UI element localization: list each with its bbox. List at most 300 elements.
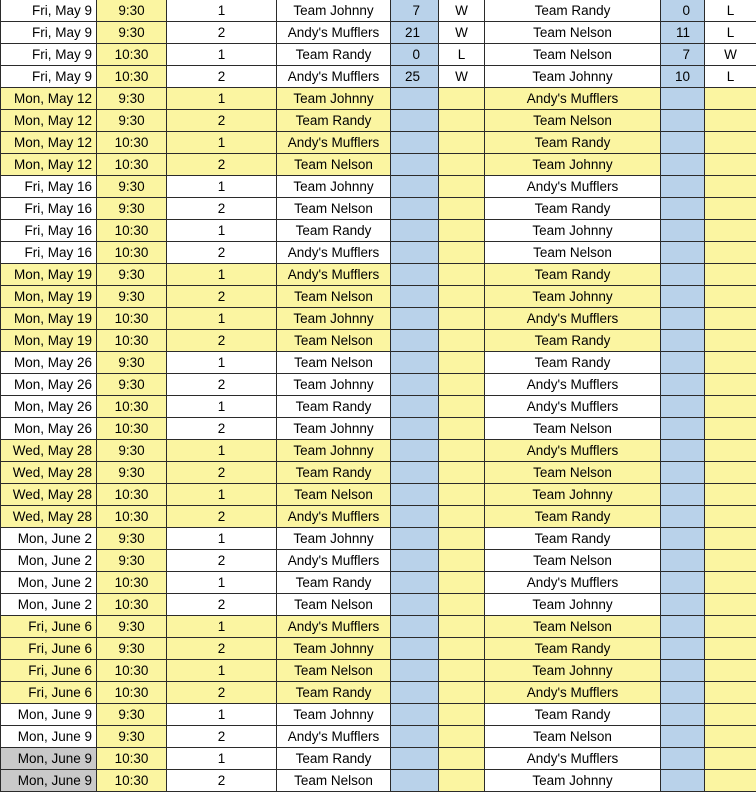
date-cell[interactable]: Mon, May 19: [1, 330, 97, 352]
field-cell[interactable]: 2: [167, 462, 277, 484]
away-score-cell[interactable]: 0: [661, 0, 705, 22]
home-result-cell[interactable]: [439, 110, 485, 132]
home-score-cell[interactable]: [391, 572, 439, 594]
home-score-cell[interactable]: [391, 308, 439, 330]
home-team-cell[interactable]: Team Randy: [277, 44, 391, 66]
away-team-cell[interactable]: Team Nelson: [485, 44, 661, 66]
field-cell[interactable]: 2: [167, 374, 277, 396]
home-score-cell[interactable]: [391, 616, 439, 638]
home-result-cell[interactable]: L: [439, 44, 485, 66]
away-result-cell[interactable]: [705, 110, 756, 132]
away-score-cell[interactable]: [661, 748, 705, 770]
away-result-cell[interactable]: [705, 396, 756, 418]
time-cell[interactable]: 9:30: [97, 264, 167, 286]
date-cell[interactable]: Fri, May 16: [1, 198, 97, 220]
time-cell[interactable]: 9:30: [97, 638, 167, 660]
field-cell[interactable]: 2: [167, 242, 277, 264]
field-cell[interactable]: 1: [167, 528, 277, 550]
away-result-cell[interactable]: [705, 176, 756, 198]
date-cell[interactable]: Mon, June 9: [1, 704, 97, 726]
date-cell[interactable]: Mon, May 26: [1, 418, 97, 440]
home-team-cell[interactable]: Team Nelson: [277, 660, 391, 682]
time-cell[interactable]: 10:30: [97, 154, 167, 176]
home-team-cell[interactable]: Team Johnny: [277, 88, 391, 110]
away-result-cell[interactable]: [705, 726, 756, 748]
away-result-cell[interactable]: [705, 264, 756, 286]
home-team-cell[interactable]: Team Randy: [277, 220, 391, 242]
home-team-cell[interactable]: Andy's Mufflers: [277, 506, 391, 528]
home-score-cell[interactable]: [391, 660, 439, 682]
field-cell[interactable]: 1: [167, 396, 277, 418]
home-team-cell[interactable]: Team Nelson: [277, 330, 391, 352]
home-result-cell[interactable]: W: [439, 66, 485, 88]
home-score-cell[interactable]: [391, 506, 439, 528]
time-cell[interactable]: 10:30: [97, 132, 167, 154]
date-cell[interactable]: Fri, May 9: [1, 44, 97, 66]
home-team-cell[interactable]: Andy's Mufflers: [277, 616, 391, 638]
home-score-cell[interactable]: [391, 418, 439, 440]
home-team-cell[interactable]: Andy's Mufflers: [277, 726, 391, 748]
home-result-cell[interactable]: [439, 132, 485, 154]
away-team-cell[interactable]: Team Johnny: [485, 660, 661, 682]
away-score-cell[interactable]: [661, 484, 705, 506]
field-cell[interactable]: 2: [167, 22, 277, 44]
home-score-cell[interactable]: [391, 198, 439, 220]
home-result-cell[interactable]: [439, 550, 485, 572]
away-score-cell[interactable]: [661, 154, 705, 176]
away-result-cell[interactable]: [705, 748, 756, 770]
away-result-cell[interactable]: [705, 330, 756, 352]
time-cell[interactable]: 9:30: [97, 550, 167, 572]
home-team-cell[interactable]: Team Randy: [277, 748, 391, 770]
field-cell[interactable]: 2: [167, 726, 277, 748]
home-score-cell[interactable]: [391, 704, 439, 726]
date-cell[interactable]: Mon, June 2: [1, 550, 97, 572]
home-result-cell[interactable]: [439, 638, 485, 660]
home-team-cell[interactable]: Andy's Mufflers: [277, 132, 391, 154]
away-score-cell[interactable]: [661, 440, 705, 462]
home-result-cell[interactable]: [439, 154, 485, 176]
date-cell[interactable]: Mon, June 9: [1, 770, 97, 792]
away-score-cell[interactable]: 10: [661, 66, 705, 88]
time-cell[interactable]: 10:30: [97, 594, 167, 616]
away-score-cell[interactable]: [661, 726, 705, 748]
away-team-cell[interactable]: Team Johnny: [485, 154, 661, 176]
field-cell[interactable]: 2: [167, 418, 277, 440]
date-cell[interactable]: Wed, May 28: [1, 506, 97, 528]
away-result-cell[interactable]: L: [705, 22, 756, 44]
away-team-cell[interactable]: Andy's Mufflers: [485, 440, 661, 462]
away-team-cell[interactable]: Team Randy: [485, 330, 661, 352]
time-cell[interactable]: 9:30: [97, 110, 167, 132]
away-score-cell[interactable]: [661, 550, 705, 572]
time-cell[interactable]: 9:30: [97, 440, 167, 462]
away-score-cell[interactable]: [661, 572, 705, 594]
time-cell[interactable]: 9:30: [97, 286, 167, 308]
away-result-cell[interactable]: [705, 572, 756, 594]
away-score-cell[interactable]: 11: [661, 22, 705, 44]
home-result-cell[interactable]: [439, 616, 485, 638]
time-cell[interactable]: 10:30: [97, 770, 167, 792]
away-team-cell[interactable]: Andy's Mufflers: [485, 572, 661, 594]
home-result-cell[interactable]: [439, 352, 485, 374]
away-result-cell[interactable]: [705, 638, 756, 660]
away-score-cell[interactable]: [661, 462, 705, 484]
away-team-cell[interactable]: Team Nelson: [485, 418, 661, 440]
field-cell[interactable]: 1: [167, 220, 277, 242]
field-cell[interactable]: 1: [167, 0, 277, 22]
home-team-cell[interactable]: Team Randy: [277, 682, 391, 704]
field-cell[interactable]: 2: [167, 550, 277, 572]
field-cell[interactable]: 2: [167, 330, 277, 352]
field-cell[interactable]: 2: [167, 682, 277, 704]
away-result-cell[interactable]: [705, 528, 756, 550]
field-cell[interactable]: 1: [167, 660, 277, 682]
field-cell[interactable]: 1: [167, 132, 277, 154]
home-result-cell[interactable]: [439, 660, 485, 682]
home-score-cell[interactable]: [391, 682, 439, 704]
away-team-cell[interactable]: Andy's Mufflers: [485, 748, 661, 770]
away-result-cell[interactable]: [705, 88, 756, 110]
away-result-cell[interactable]: [705, 550, 756, 572]
away-score-cell[interactable]: [661, 220, 705, 242]
home-score-cell[interactable]: [391, 88, 439, 110]
time-cell[interactable]: 10:30: [97, 220, 167, 242]
home-score-cell[interactable]: [391, 264, 439, 286]
time-cell[interactable]: 9:30: [97, 528, 167, 550]
away-team-cell[interactable]: Team Nelson: [485, 110, 661, 132]
home-result-cell[interactable]: [439, 770, 485, 792]
away-result-cell[interactable]: [705, 484, 756, 506]
home-team-cell[interactable]: Team Johnny: [277, 176, 391, 198]
home-team-cell[interactable]: Andy's Mufflers: [277, 22, 391, 44]
away-team-cell[interactable]: Team Johnny: [485, 220, 661, 242]
away-team-cell[interactable]: Andy's Mufflers: [485, 396, 661, 418]
away-result-cell[interactable]: [705, 242, 756, 264]
date-cell[interactable]: Mon, May 12: [1, 132, 97, 154]
time-cell[interactable]: 9:30: [97, 704, 167, 726]
away-team-cell[interactable]: Team Nelson: [485, 462, 661, 484]
home-score-cell[interactable]: 21: [391, 22, 439, 44]
home-score-cell[interactable]: [391, 770, 439, 792]
time-cell[interactable]: 9:30: [97, 726, 167, 748]
home-team-cell[interactable]: Team Nelson: [277, 484, 391, 506]
away-score-cell[interactable]: [661, 286, 705, 308]
home-result-cell[interactable]: [439, 176, 485, 198]
home-result-cell[interactable]: [439, 528, 485, 550]
away-team-cell[interactable]: Andy's Mufflers: [485, 374, 661, 396]
date-cell[interactable]: Mon, May 26: [1, 352, 97, 374]
home-result-cell[interactable]: [439, 440, 485, 462]
away-result-cell[interactable]: [705, 220, 756, 242]
field-cell[interactable]: 1: [167, 88, 277, 110]
home-score-cell[interactable]: [391, 484, 439, 506]
date-cell[interactable]: Mon, May 12: [1, 110, 97, 132]
home-result-cell[interactable]: [439, 594, 485, 616]
home-team-cell[interactable]: Andy's Mufflers: [277, 550, 391, 572]
field-cell[interactable]: 1: [167, 748, 277, 770]
field-cell[interactable]: 1: [167, 616, 277, 638]
time-cell[interactable]: 9:30: [97, 462, 167, 484]
away-team-cell[interactable]: Team Randy: [485, 198, 661, 220]
field-cell[interactable]: 2: [167, 286, 277, 308]
away-score-cell[interactable]: [661, 616, 705, 638]
field-cell[interactable]: 2: [167, 638, 277, 660]
date-cell[interactable]: Fri, May 16: [1, 220, 97, 242]
home-result-cell[interactable]: [439, 506, 485, 528]
field-cell[interactable]: 1: [167, 264, 277, 286]
home-result-cell[interactable]: [439, 726, 485, 748]
away-score-cell[interactable]: [661, 704, 705, 726]
home-team-cell[interactable]: Team Johnny: [277, 528, 391, 550]
date-cell[interactable]: Mon, June 9: [1, 726, 97, 748]
date-cell[interactable]: Fri, May 16: [1, 242, 97, 264]
field-cell[interactable]: 2: [167, 110, 277, 132]
away-team-cell[interactable]: Team Randy: [485, 352, 661, 374]
home-team-cell[interactable]: Team Johnny: [277, 418, 391, 440]
time-cell[interactable]: 10:30: [97, 572, 167, 594]
away-team-cell[interactable]: Team Johnny: [485, 770, 661, 792]
away-score-cell[interactable]: [661, 264, 705, 286]
date-cell[interactable]: Fri, June 6: [1, 616, 97, 638]
away-team-cell[interactable]: Team Nelson: [485, 616, 661, 638]
date-cell[interactable]: Mon, May 19: [1, 264, 97, 286]
date-cell[interactable]: Fri, May 9: [1, 66, 97, 88]
date-cell[interactable]: Mon, May 19: [1, 286, 97, 308]
away-result-cell[interactable]: [705, 704, 756, 726]
away-result-cell[interactable]: [705, 616, 756, 638]
home-score-cell[interactable]: [391, 330, 439, 352]
away-result-cell[interactable]: [705, 132, 756, 154]
date-cell[interactable]: Fri, June 6: [1, 682, 97, 704]
date-cell[interactable]: Mon, June 9: [1, 748, 97, 770]
time-cell[interactable]: 9:30: [97, 0, 167, 22]
away-score-cell[interactable]: [661, 110, 705, 132]
home-team-cell[interactable]: Team Nelson: [277, 594, 391, 616]
home-score-cell[interactable]: [391, 110, 439, 132]
away-team-cell[interactable]: Team Randy: [485, 704, 661, 726]
date-cell[interactable]: Mon, May 12: [1, 154, 97, 176]
home-score-cell[interactable]: [391, 154, 439, 176]
home-score-cell[interactable]: [391, 638, 439, 660]
home-result-cell[interactable]: [439, 374, 485, 396]
away-result-cell[interactable]: W: [705, 44, 756, 66]
away-score-cell[interactable]: [661, 418, 705, 440]
date-cell[interactable]: Wed, May 28: [1, 484, 97, 506]
home-team-cell[interactable]: Team Randy: [277, 110, 391, 132]
field-cell[interactable]: 1: [167, 44, 277, 66]
away-score-cell[interactable]: [661, 88, 705, 110]
home-result-cell[interactable]: [439, 264, 485, 286]
home-score-cell[interactable]: [391, 550, 439, 572]
away-result-cell[interactable]: L: [705, 0, 756, 22]
time-cell[interactable]: 10:30: [97, 308, 167, 330]
home-team-cell[interactable]: Team Nelson: [277, 352, 391, 374]
away-team-cell[interactable]: Team Johnny: [485, 66, 661, 88]
date-cell[interactable]: Fri, June 6: [1, 660, 97, 682]
home-score-cell[interactable]: [391, 374, 439, 396]
home-team-cell[interactable]: Team Nelson: [277, 770, 391, 792]
home-team-cell[interactable]: Team Nelson: [277, 198, 391, 220]
away-score-cell[interactable]: [661, 374, 705, 396]
away-score-cell[interactable]: [661, 330, 705, 352]
home-result-cell[interactable]: [439, 704, 485, 726]
home-score-cell[interactable]: [391, 726, 439, 748]
time-cell[interactable]: 10:30: [97, 418, 167, 440]
home-result-cell[interactable]: W: [439, 22, 485, 44]
date-cell[interactable]: Fri, June 6: [1, 638, 97, 660]
away-result-cell[interactable]: [705, 660, 756, 682]
date-cell[interactable]: Mon, June 2: [1, 594, 97, 616]
away-score-cell[interactable]: [661, 770, 705, 792]
away-result-cell[interactable]: [705, 352, 756, 374]
home-team-cell[interactable]: Andy's Mufflers: [277, 66, 391, 88]
home-team-cell[interactable]: Andy's Mufflers: [277, 264, 391, 286]
away-team-cell[interactable]: Team Nelson: [485, 550, 661, 572]
time-cell[interactable]: 9:30: [97, 88, 167, 110]
time-cell[interactable]: 10:30: [97, 748, 167, 770]
time-cell[interactable]: 10:30: [97, 682, 167, 704]
date-cell[interactable]: Mon, June 2: [1, 572, 97, 594]
away-score-cell[interactable]: [661, 198, 705, 220]
date-cell[interactable]: Mon, May 12: [1, 88, 97, 110]
away-score-cell[interactable]: [661, 682, 705, 704]
field-cell[interactable]: 1: [167, 176, 277, 198]
time-cell[interactable]: 9:30: [97, 176, 167, 198]
away-score-cell[interactable]: [661, 176, 705, 198]
home-result-cell[interactable]: [439, 308, 485, 330]
away-team-cell[interactable]: Team Nelson: [485, 22, 661, 44]
away-result-cell[interactable]: [705, 308, 756, 330]
home-result-cell[interactable]: [439, 198, 485, 220]
away-score-cell[interactable]: [661, 308, 705, 330]
time-cell[interactable]: 10:30: [97, 66, 167, 88]
away-team-cell[interactable]: Team Johnny: [485, 286, 661, 308]
time-cell[interactable]: 9:30: [97, 616, 167, 638]
away-score-cell[interactable]: [661, 396, 705, 418]
time-cell[interactable]: 9:30: [97, 22, 167, 44]
home-result-cell[interactable]: [439, 484, 485, 506]
date-cell[interactable]: Mon, May 26: [1, 374, 97, 396]
field-cell[interactable]: 2: [167, 506, 277, 528]
away-result-cell[interactable]: [705, 440, 756, 462]
field-cell[interactable]: 2: [167, 154, 277, 176]
home-result-cell[interactable]: [439, 242, 485, 264]
away-result-cell[interactable]: [705, 682, 756, 704]
time-cell[interactable]: 10:30: [97, 660, 167, 682]
away-score-cell[interactable]: [661, 528, 705, 550]
date-cell[interactable]: Mon, May 26: [1, 396, 97, 418]
date-cell[interactable]: Mon, June 2: [1, 528, 97, 550]
home-result-cell[interactable]: [439, 418, 485, 440]
field-cell[interactable]: 1: [167, 484, 277, 506]
home-team-cell[interactable]: Team Johnny: [277, 704, 391, 726]
home-team-cell[interactable]: Team Johnny: [277, 374, 391, 396]
home-result-cell[interactable]: [439, 748, 485, 770]
field-cell[interactable]: 1: [167, 352, 277, 374]
home-score-cell[interactable]: [391, 528, 439, 550]
away-team-cell[interactable]: Andy's Mufflers: [485, 88, 661, 110]
away-score-cell[interactable]: [661, 352, 705, 374]
date-cell[interactable]: Wed, May 28: [1, 462, 97, 484]
away-result-cell[interactable]: [705, 374, 756, 396]
home-score-cell[interactable]: [391, 396, 439, 418]
away-score-cell[interactable]: [661, 638, 705, 660]
home-team-cell[interactable]: Team Nelson: [277, 286, 391, 308]
home-score-cell[interactable]: [391, 220, 439, 242]
away-score-cell[interactable]: [661, 132, 705, 154]
home-score-cell[interactable]: [391, 132, 439, 154]
time-cell[interactable]: 10:30: [97, 396, 167, 418]
away-team-cell[interactable]: Team Randy: [485, 0, 661, 22]
home-result-cell[interactable]: [439, 572, 485, 594]
home-score-cell[interactable]: 7: [391, 0, 439, 22]
away-result-cell[interactable]: [705, 506, 756, 528]
home-result-cell[interactable]: [439, 396, 485, 418]
away-score-cell[interactable]: [661, 594, 705, 616]
home-score-cell[interactable]: 0: [391, 44, 439, 66]
away-result-cell[interactable]: L: [705, 66, 756, 88]
away-team-cell[interactable]: Team Randy: [485, 264, 661, 286]
field-cell[interactable]: 2: [167, 770, 277, 792]
away-result-cell[interactable]: [705, 418, 756, 440]
home-team-cell[interactable]: Andy's Mufflers: [277, 242, 391, 264]
time-cell[interactable]: 10:30: [97, 330, 167, 352]
home-team-cell[interactable]: Team Randy: [277, 462, 391, 484]
time-cell[interactable]: 10:30: [97, 484, 167, 506]
home-result-cell[interactable]: [439, 462, 485, 484]
away-team-cell[interactable]: Team Randy: [485, 132, 661, 154]
time-cell[interactable]: 9:30: [97, 198, 167, 220]
date-cell[interactable]: Mon, May 19: [1, 308, 97, 330]
home-team-cell[interactable]: Team Johnny: [277, 308, 391, 330]
home-result-cell[interactable]: [439, 330, 485, 352]
home-team-cell[interactable]: Team Randy: [277, 396, 391, 418]
away-result-cell[interactable]: [705, 154, 756, 176]
date-cell[interactable]: Fri, May 16: [1, 176, 97, 198]
field-cell[interactable]: 2: [167, 198, 277, 220]
away-score-cell[interactable]: [661, 242, 705, 264]
away-team-cell[interactable]: Team Nelson: [485, 242, 661, 264]
field-cell[interactable]: 2: [167, 66, 277, 88]
away-team-cell[interactable]: Team Randy: [485, 638, 661, 660]
home-score-cell[interactable]: [391, 242, 439, 264]
away-result-cell[interactable]: [705, 462, 756, 484]
time-cell[interactable]: 10:30: [97, 242, 167, 264]
time-cell[interactable]: 10:30: [97, 44, 167, 66]
field-cell[interactable]: 1: [167, 704, 277, 726]
away-team-cell[interactable]: Andy's Mufflers: [485, 682, 661, 704]
field-cell[interactable]: 1: [167, 308, 277, 330]
date-cell[interactable]: Wed, May 28: [1, 440, 97, 462]
home-score-cell[interactable]: [391, 176, 439, 198]
home-team-cell[interactable]: Team Randy: [277, 572, 391, 594]
home-score-cell[interactable]: [391, 440, 439, 462]
away-result-cell[interactable]: [705, 594, 756, 616]
away-result-cell[interactable]: [705, 286, 756, 308]
time-cell[interactable]: 9:30: [97, 352, 167, 374]
home-score-cell[interactable]: [391, 594, 439, 616]
home-result-cell[interactable]: [439, 88, 485, 110]
away-score-cell[interactable]: [661, 660, 705, 682]
time-cell[interactable]: 10:30: [97, 506, 167, 528]
home-result-cell[interactable]: W: [439, 0, 485, 22]
field-cell[interactable]: 1: [167, 440, 277, 462]
home-result-cell[interactable]: [439, 220, 485, 242]
home-result-cell[interactable]: [439, 286, 485, 308]
away-score-cell[interactable]: [661, 506, 705, 528]
away-team-cell[interactable]: Andy's Mufflers: [485, 176, 661, 198]
